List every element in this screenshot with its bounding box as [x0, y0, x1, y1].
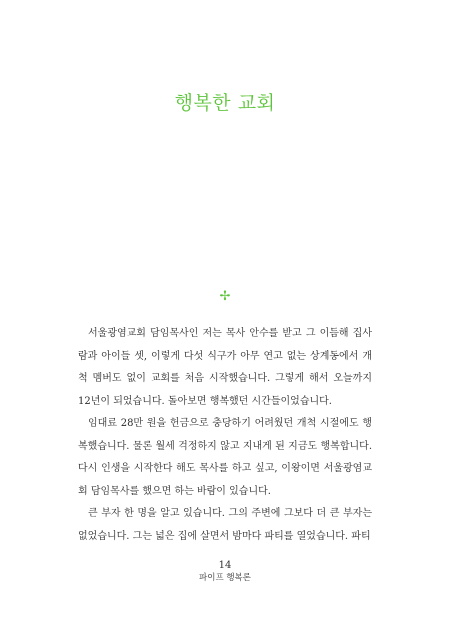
chapter-title: 행복한 교회: [174, 92, 276, 114]
body-text: [78, 323, 372, 548]
page-number: 14: [218, 560, 232, 571]
page-footer: [0, 559, 450, 584]
running-title: 파이프 행복론: [199, 573, 251, 583]
paragraph: 큰 부자 한 명을 알고 있습니다. 그의 주변에 그보다 더 큰 부자는 없었습니다. 그는 넓은 집에 살면서 밤마다 파티를 열었습니다. 파티: [78, 508, 372, 542]
ornament-icon: ✢: [219, 289, 231, 304]
paragraph: 임대료 28만 원을 헌금으로 충당하기 어려웠던 개척 시절에도 행복했습니다. 물론 월세 걱정하지 않고 지내게 된 지금도 행복합니다. 다시 인생을 시작한다 해도 목사를 하고 싶고, 이왕이면 서울광염교회 담임목사를 했으면 하는 바람이 있습니다.: [78, 418, 372, 497]
paragraph: 서울광염교회 담임목사인 저는 목사 안수를 받고 그 이듬해 집사람과 아이들 셋, 이렇게 다섯 식구가 아무 연고 없는 상계동에서 개척 멤버도 없이 교회를 처음 시작했습니다. 그렇게 해서 오늘까지 12년이 되었습니다. 돌아보면 행복했던 시간들이었습니다.: [78, 328, 372, 407]
